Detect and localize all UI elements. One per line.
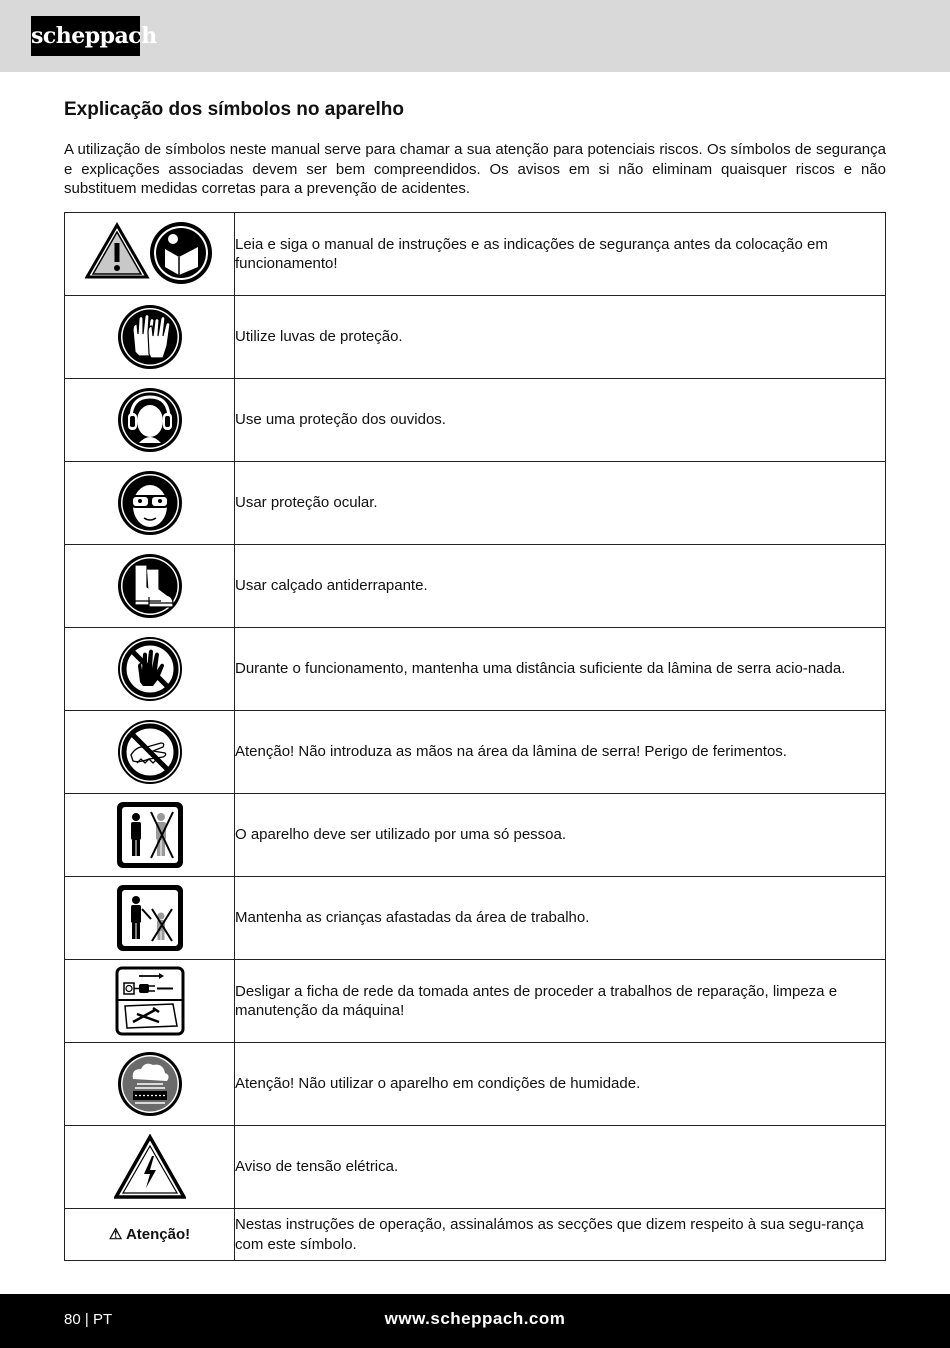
no-humidity-icon [117, 1051, 183, 1117]
warning-read-manual-icon [85, 221, 215, 287]
symbol-description: Aviso de tensão elétrica. [235, 1126, 886, 1209]
symbols-table [64, 212, 886, 1261]
warning-triangle-icon: ⚠ [108, 1226, 123, 1243]
symbol-description: Usar calçado antiderrapante. [235, 545, 886, 628]
attention-row [65, 1209, 886, 1261]
symbol-row [65, 545, 886, 628]
symbol-description: Desligar a ficha de rede da tomada antes de proceder a trabalhos de reparação, limpeza e manutenção da máquina! [235, 960, 886, 1043]
symbol-description: Atenção! Não introduza as mãos na área da lâmina de serra! Perigo de ferimentos. [235, 711, 886, 794]
protective-gloves-icon [117, 304, 183, 370]
separator: | [84, 1311, 93, 1328]
single-operator-icon [115, 800, 185, 870]
no-hands-in-blade-icon [117, 719, 183, 785]
language-code: PT [92, 1311, 113, 1328]
attention-text: Atenção! [125, 1226, 191, 1243]
hearing-protection-icon [117, 387, 183, 453]
symbol-description: Atenção! Não utilizar o aparelho em condições de humidade. [235, 1043, 886, 1126]
symbol-description: Use uma proteção dos ouvidos. [235, 379, 886, 462]
symbol-row [65, 960, 886, 1043]
keep-children-away-icon [115, 883, 185, 953]
attention-label [109, 1226, 190, 1243]
symbol-row [65, 296, 886, 379]
symbol-description: Durante o funcionamento, mantenha uma distância suficiente da lâmina de serra acio-nada. [235, 628, 886, 711]
symbol-description: O aparelho deve ser utilizado por uma só pessoa. [235, 794, 886, 877]
symbol-row [65, 877, 886, 960]
symbol-description: Leia e siga o manual de instruções e as indicações de segurança antes da colocação em funcionamento! [235, 213, 886, 296]
website-url[interactable]: www.scheppach.com [384, 1309, 566, 1328]
electric-voltage-warning-icon [114, 1134, 186, 1200]
symbol-row [65, 1043, 886, 1126]
unplug-before-maintenance-icon [115, 966, 185, 1036]
symbol-row [65, 462, 886, 545]
no-hand-icon [117, 636, 183, 702]
symbol-row [65, 1126, 886, 1209]
symbol-row [65, 711, 886, 794]
symbol-description: Usar proteção ocular. [235, 462, 886, 545]
symbol-row [65, 213, 886, 296]
safety-boots-icon [117, 553, 183, 619]
symbol-row [65, 794, 886, 877]
symbol-row [65, 379, 886, 462]
symbol-row [65, 628, 886, 711]
symbol-description: Mantenha as crianças afastadas da área de trabalho. [235, 877, 886, 960]
page-number-value: 80 [64, 1311, 81, 1328]
symbol-description: Utilize luvas de proteção. [235, 296, 886, 379]
scheppach-logo: scheppach [31, 16, 140, 56]
attention-description: Nestas instruções de operação, assinalámos as secções que dizem respeito à sua segu-rança com este símbolo. [235, 1209, 886, 1261]
intro-paragraph: A utilização de símbolos neste manual serve para chamar a sua atenção para potenciais riscos. Os símbolos de segurança e explicações associadas devem ser bem compreendidos. Os avisos em si não eliminam quaisquer riscos e não substituem medidas corretas para a prevenção de acidentes. [64, 141, 886, 197]
section-title: Explicação dos símbolos no aparelho [64, 99, 404, 120]
eye-protection-icon [117, 470, 183, 536]
header-band [0, 0, 950, 72]
footer-band [0, 1294, 950, 1348]
